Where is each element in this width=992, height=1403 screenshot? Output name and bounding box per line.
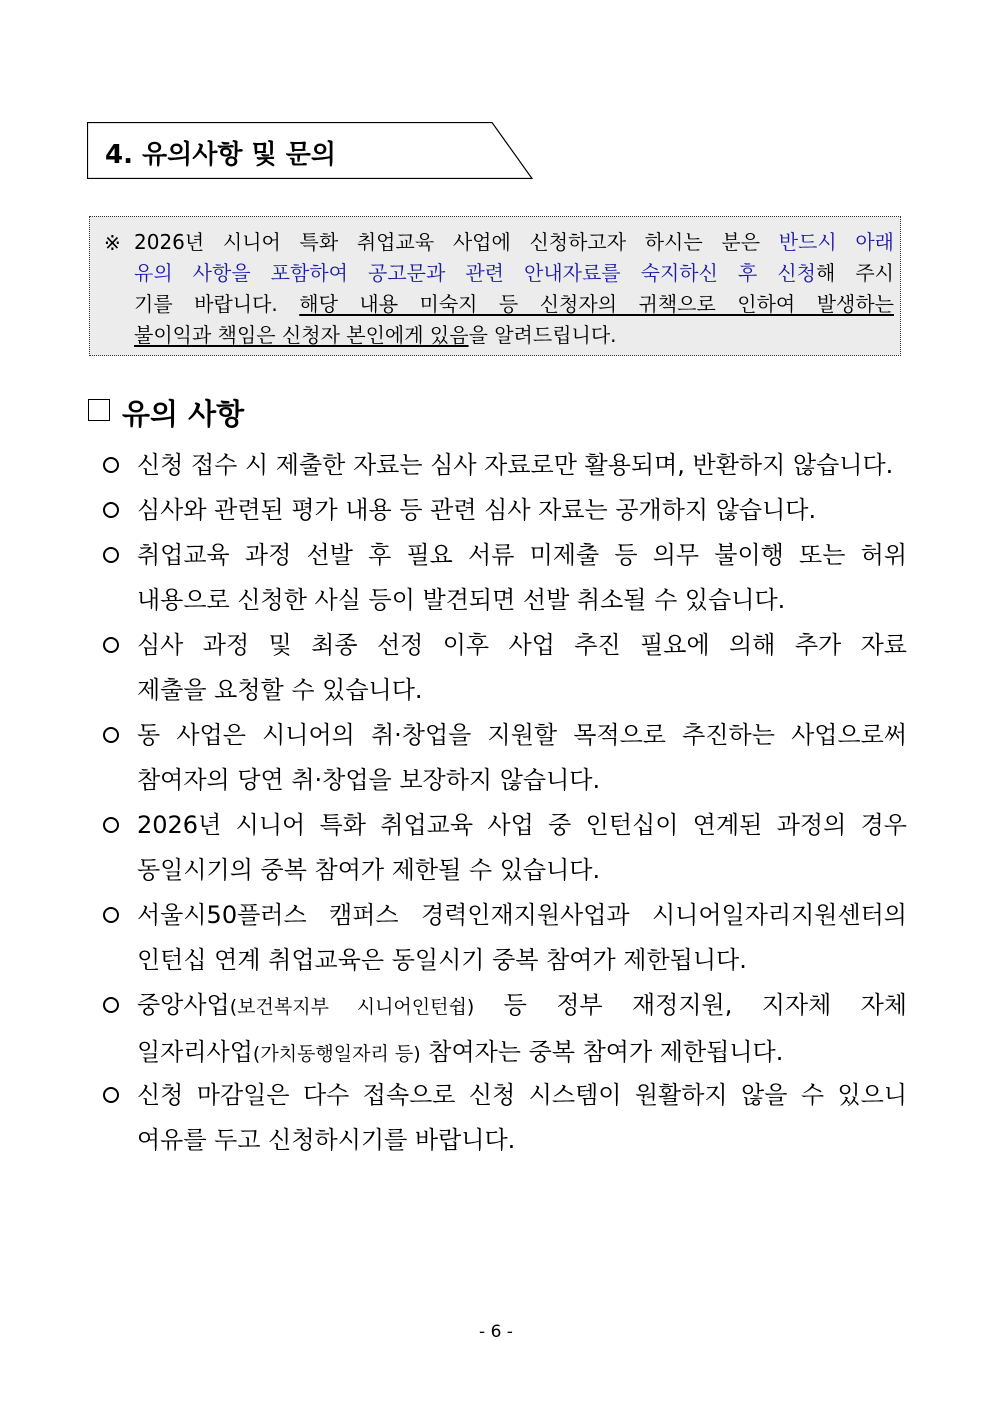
list-item-line: 제출을 요청할 수 있습니다. (137, 676, 423, 704)
list-item-line (137, 1030, 907, 1077)
list-item-segment: 등 정부 재정지원, 지자체 자체 (474, 991, 907, 1019)
list-item-line: 2026년 시니어 특화 취업교육 사업 중 인턴십이 연계된 과정의 경우 (137, 811, 907, 839)
reference-mark-icon: ※ (104, 231, 121, 255)
list-item-line: 동일시기의 중복 참여가 제한될 수 있습니다. (137, 856, 601, 884)
circle-bullet-icon (103, 1087, 119, 1103)
notice-underlined: 해당 내용 미숙지 등 신청자의 귀책으로 인하여 발생하는 (299, 292, 894, 316)
notice-text-segment: 을 알려드립니다. (468, 323, 617, 347)
notice-box (89, 216, 901, 356)
section-title: 4. 유의사항 및 문의 (105, 140, 336, 170)
square-icon (88, 399, 110, 421)
list-item-line: 취업교육 과정 선발 후 필요 서류 미제출 등 의무 불이행 또는 허위 (137, 541, 907, 569)
list-item-line: 신청 마감일은 다수 접속으로 신청 시스템이 원활하지 않을 수 있으니 (137, 1081, 907, 1109)
list-item-line: 신청 접수 시 제출한 자료는 심사 자료로만 활용되며, 반환하지 않습니다. (137, 451, 894, 479)
circle-bullet-icon (103, 997, 119, 1013)
list-item-note: (보건복지부 시니어인턴쉽) (229, 996, 475, 1018)
circle-bullet-icon (103, 502, 119, 518)
list-item-line: 동 사업은 시니어의 취·창업을 지원할 목적으로 추진하는 사업으로써 (137, 721, 907, 749)
circle-bullet-icon (103, 637, 119, 653)
notice-text-segment: 해 주시 (816, 261, 895, 285)
list-item-text (137, 533, 907, 623)
list-item-line: 내용으로 신청한 사실 등이 발견되면 선발 취소될 수 있습니다. (137, 586, 786, 614)
list-item-line (137, 983, 907, 1030)
list-item-segment: 참여자는 중복 참여가 제한됩니다. (420, 1038, 784, 1066)
list-item-note: (가치동행일자리 등) (252, 1043, 421, 1065)
list-item-line: 참여자의 당연 취·창업을 보장하지 않습니다. (137, 766, 601, 794)
list-item-text (137, 713, 907, 803)
list-item-line: 인턴십 연계 취업교육은 동일시기 중복 참여가 제한됩니다. (137, 946, 747, 974)
list-item-text (137, 488, 907, 533)
circle-bullet-icon (103, 547, 119, 563)
list-item-line: 심사 과정 및 최종 선정 이후 사업 추진 필요에 의해 추가 자료 (137, 631, 907, 659)
list-item-text (137, 623, 907, 713)
list-item-text (137, 893, 907, 983)
list-item-text (137, 803, 907, 893)
list-item-line: 여유를 두고 신청하시기를 바랍니다. (137, 1126, 516, 1154)
notice-line (134, 227, 894, 258)
list-item-segment: 중앙사업 (137, 991, 230, 1019)
notice-highlight: 반드시 아래 (778, 230, 894, 254)
circle-bullet-icon (103, 817, 119, 833)
circle-bullet-icon (103, 907, 119, 923)
caution-heading (88, 392, 244, 432)
notice-text (134, 227, 894, 351)
section-header (87, 122, 533, 179)
list-item-line: 심사와 관련된 평가 내용 등 관련 심사 자료는 공개하지 않습니다. (137, 496, 817, 524)
notice-text-segment: 2026년 시니어 특화 취업교육 사업에 신청하고자 하시는 분은 (134, 230, 779, 254)
notice-line (134, 258, 894, 289)
caution-title: 유의 사항 (122, 397, 245, 431)
notice-text-segment: 기를 바랍니다. (134, 292, 300, 316)
list-item-line: 서울시50플러스 캠퍼스 경력인재지원사업과 시니어일자리지원센터의 (137, 901, 907, 929)
notice-line (134, 320, 894, 351)
list-item-text (137, 983, 907, 1077)
notice-highlight: 유의 사항을 포함하여 공고문과 관련 안내자료를 숙지하신 후 신청 (134, 261, 816, 285)
notice-line (134, 289, 894, 320)
notice-underlined: 불이익과 책임은 신청자 본인에게 있음 (134, 323, 469, 347)
list-item-text (137, 1073, 907, 1163)
circle-bullet-icon (103, 457, 119, 473)
circle-bullet-icon (103, 727, 119, 743)
page-number: - 6 - (479, 1322, 513, 1342)
list-item-text (137, 443, 907, 488)
list-item-segment: 일자리사업 (137, 1038, 253, 1066)
